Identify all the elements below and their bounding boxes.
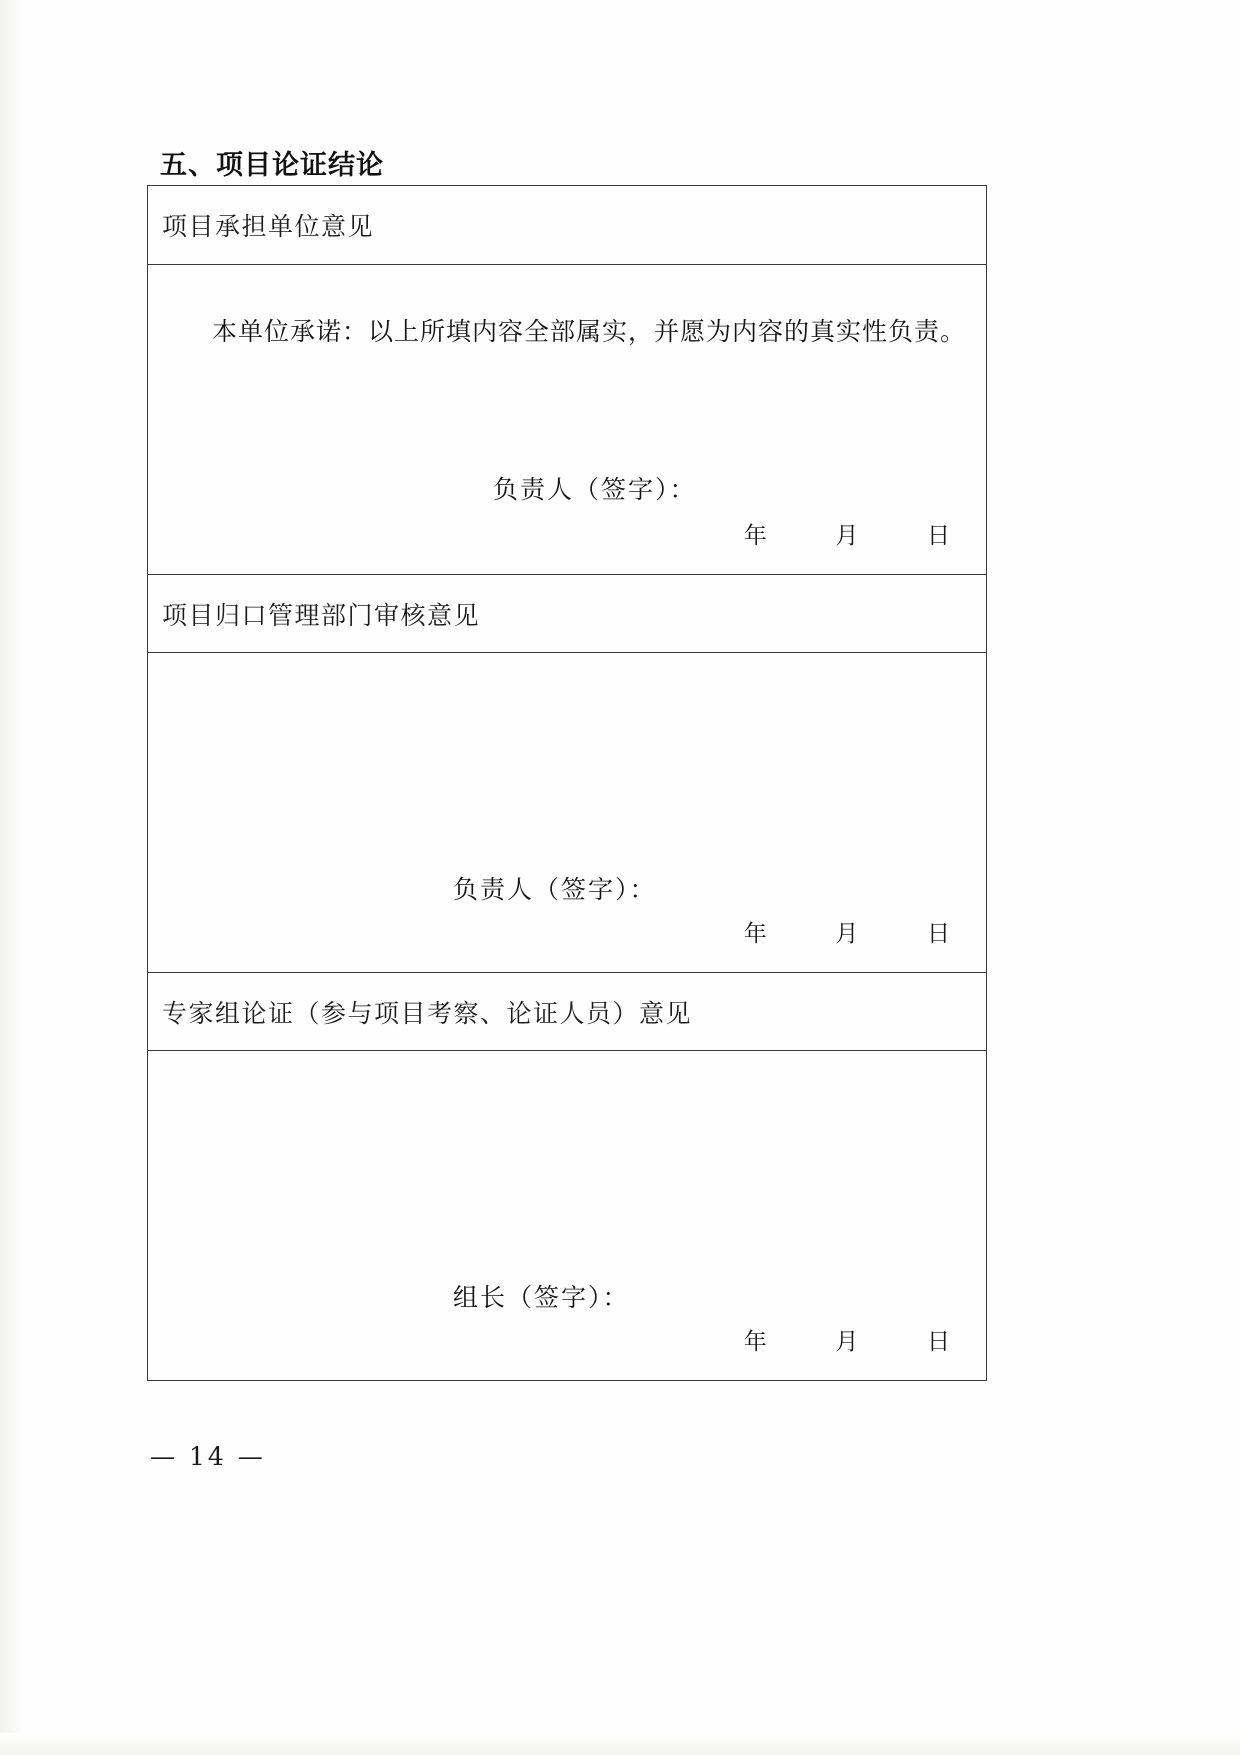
date-day-label: 日 <box>927 523 952 549</box>
signature-label-applicant-unit: 负责人（签字）： <box>493 475 697 504</box>
date-line-expert-group <box>744 1323 952 1356</box>
signature-label-management-department: 负责人（签字）： <box>453 875 657 904</box>
date-day-label: 日 <box>927 921 952 947</box>
table-row-header-管理部门 <box>148 574 986 652</box>
section-heading: 五、项目论证结论 <box>160 150 384 181</box>
date-line-management-department <box>744 915 952 948</box>
table-row-header-applicant-unit <box>148 186 986 264</box>
page-edge-shading-bottom <box>0 1733 1240 1755</box>
date-line-applicant-unit <box>744 517 952 550</box>
page-edge-shading-left <box>0 0 26 1755</box>
date-day-label: 日 <box>927 1329 952 1355</box>
page-number: — 14 — <box>150 1442 266 1471</box>
row-header-label: 项目归口管理部门审核意见 <box>162 600 481 630</box>
table-row-header-expert-group <box>148 972 986 1050</box>
table-row-body-management-department[interactable] <box>148 652 986 972</box>
commitment-paragraph: 本单位承诺：以上所填内容全部属实，并愿为内容的真实性负责。 <box>212 317 967 346</box>
row-header-label: 专家组论证（参与项目考察、论证人员）意见 <box>162 998 693 1028</box>
date-year-label: 年 <box>743 1329 769 1355</box>
table-row-body-applicant-unit[interactable] <box>148 264 986 574</box>
row-header-label: 项目承担单位意见 <box>162 212 375 241</box>
date-year-label: 年 <box>743 523 769 549</box>
date-month-label: 月 <box>835 523 861 549</box>
date-month-label: 月 <box>835 921 861 947</box>
date-month-label: 月 <box>835 1329 861 1355</box>
table-row-body-expert-group[interactable] <box>148 1050 986 1380</box>
date-year-label: 年 <box>743 921 769 947</box>
signature-label-expert-group: 组长（签字）： <box>453 1283 630 1312</box>
conclusion-form-table <box>147 185 987 1381</box>
